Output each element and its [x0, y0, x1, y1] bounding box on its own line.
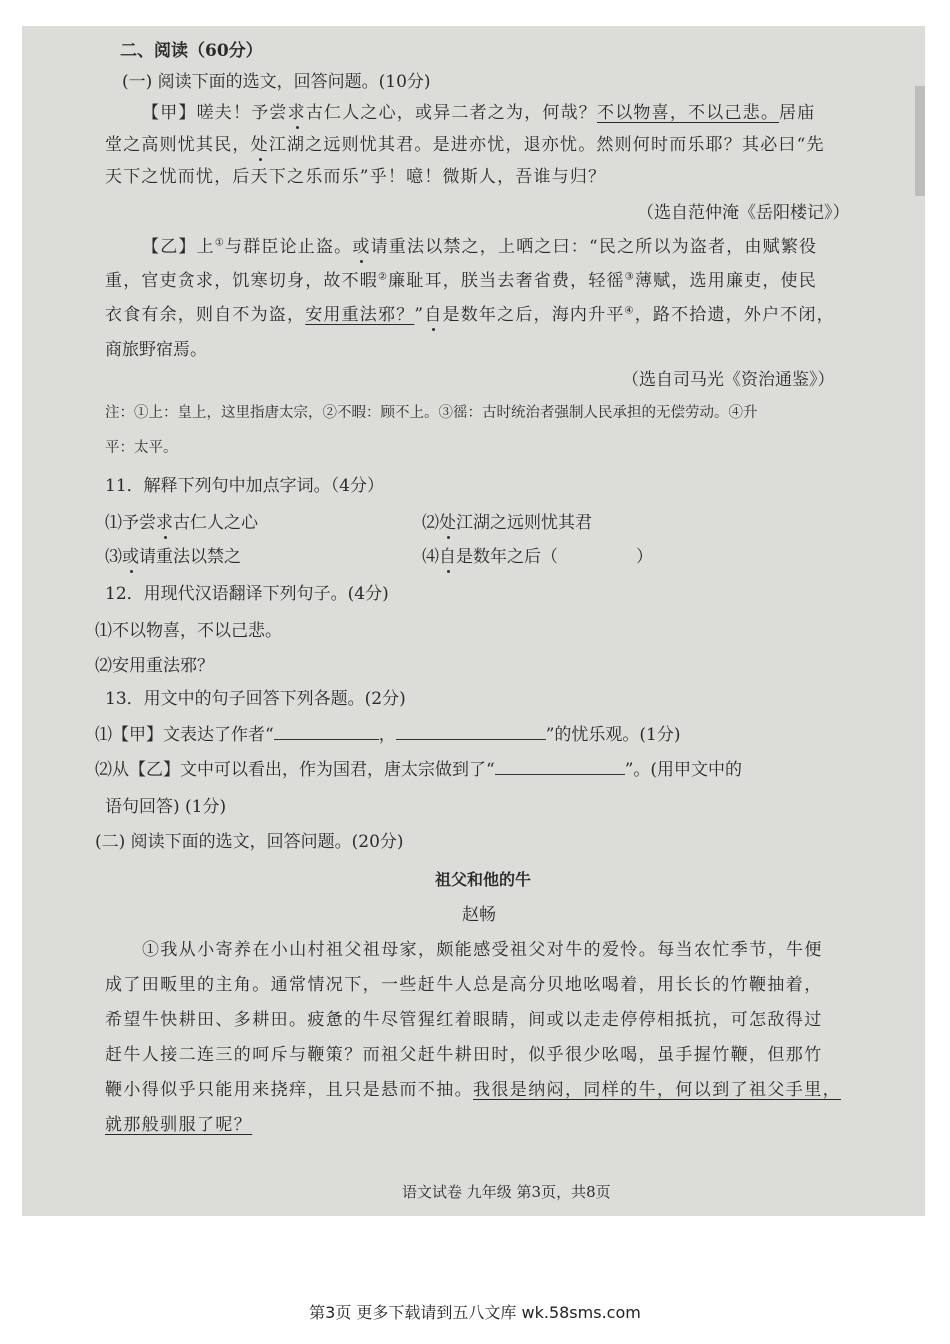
article-title: 祖父和他的牛: [435, 870, 532, 889]
q11-item-4: ⑷自是数年之后（ ）: [422, 547, 653, 567]
jia-line-1: 【甲】嗟夫！予尝求古仁人之心，或异二者之为，何哉？不以物喜，不以己悲。居庙: [142, 103, 816, 123]
jia-source: （选自范仲淹《岳阳楼记》）: [637, 203, 850, 223]
underlined-sentence: 安用重法邪？: [305, 305, 415, 325]
yi-line-1: 【乙】上①与群臣论止盗。或请重法以禁之，上哂之曰：“民之所以为盗者，由赋繁役: [142, 237, 818, 257]
yi-line-4: 商旅野宿焉。: [105, 340, 207, 360]
part1-heading: (一) 阅读下面的选文，回答问题。(10分): [122, 72, 431, 92]
q12-stem: 12．用现代汉语翻译下列句子。(4分): [105, 584, 389, 604]
dotted-char: 或: [352, 237, 371, 257]
part2-heading: (二) 阅读下面的选文，回答问题。(20分): [95, 832, 404, 852]
article-author: 赵畅: [462, 905, 496, 925]
underlined-sentence: 不以物喜，不以己悲。: [597, 103, 780, 123]
answer-blank[interactable]: [274, 723, 379, 740]
q11-item-2: ⑵处江湖之远则忧其君: [422, 513, 592, 533]
article-line-2: 成了田畈里的主角。通常情况下，一些赶牛人总是高分贝地吆喝着，用长长的竹鞭抽着，: [105, 975, 823, 995]
article-line-6: 就那般驯服了呢？: [105, 1115, 253, 1135]
page-edge-shadow: [915, 86, 925, 196]
q11-stem: 11．解释下列句中加点字词。（4分）: [105, 476, 384, 496]
q11-item-1: ⑴予尝求古仁人之心: [105, 513, 258, 533]
yi-source: （选自司马光《资治通鉴》）: [622, 370, 835, 390]
page-footer: 语文试卷 九年级 第3页，共8页: [402, 1183, 611, 1201]
section-title: 二、阅读（60分）: [120, 41, 263, 61]
dotted-char: 自: [424, 305, 443, 325]
dotted-char: 求: [287, 103, 306, 123]
article-line-4: 赶牛人接二连三的呵斥与鞭策？而祖父赶牛耕田时，似乎很少吆喝，虽手握竹鞭，但那竹: [105, 1045, 823, 1065]
article-line-3: 希望牛快耕田、多耕田。疲惫的牛尽管猩红着眼睛，间或以走走停停相抵抗，可怎敌得过: [105, 1010, 823, 1030]
notes-line-2: 平：太平。: [105, 440, 178, 456]
underlined-sentence: 我很是纳闷，同样的牛，何以到了祖父手里，: [473, 1080, 841, 1100]
yi-label: 【乙】: [142, 237, 197, 257]
article-line-5: 鞭小得似乎只能用来挠痒，且只是悬而不抽。我很是纳闷，同样的牛，何以到了祖父手里，: [105, 1080, 841, 1100]
exam-page-scan: [22, 26, 925, 1216]
notes-line-1: 注：①上：皇上，这里指唐太宗，②不暇：顾不上。③徭：古时统治者强制人民承担的无偿劳动。④升: [105, 405, 758, 421]
q13-item-1: ⑴【甲】文表达了作者“ ， ”的忧乐观。(1分): [95, 725, 681, 745]
answer-blank[interactable]: [495, 758, 625, 775]
jia-line-2: 堂之高则忧其民，处江湖之远则忧其君。是进亦忧，退亦忧。然则何时而乐耶？其必曰“先: [105, 135, 825, 155]
jia-label: 【甲】: [142, 103, 197, 123]
download-note: 第3页 更多下载请到五八文库 wk.58sms.com: [309, 1303, 641, 1322]
q13-item-2-cont: 语句回答) (1分): [105, 797, 227, 817]
dotted-char: 自: [439, 547, 456, 567]
article-line-1: ①我从小寄养在小山村祖父祖母家，颇能感受祖父对牛的爱怜。每当农忙季节，牛便: [142, 940, 823, 960]
q13-stem: 13．用文中的句子回答下列各题。(2分): [105, 689, 406, 709]
dotted-char: 处: [439, 513, 456, 533]
q12-item-1: ⑴不以物喜，不以己悲。: [95, 621, 282, 641]
jia-line-3: 天下之忧而忧，后天下之乐而乐”乎！噫！微斯人，吾谁与归？: [105, 167, 607, 187]
dotted-char: 或: [122, 547, 139, 567]
q13-item-2: ⑵从【乙】文中可以看出，作为国君，唐太宗做到了“ ”。(用甲文中的: [95, 760, 743, 780]
dotted-char: 处: [250, 135, 269, 155]
q12-item-2: ⑵安用重法邪？: [95, 656, 214, 676]
answer-blank[interactable]: [396, 723, 546, 740]
yi-line-3: 衣食有余，则自不为盗，安用重法邪？”自是数年之后，海内升平④，路不拾遗，外户不闭，: [105, 305, 835, 325]
dotted-char: 求: [156, 513, 173, 533]
q11-item-3: ⑶或请重法以禁之: [105, 547, 241, 567]
yi-line-2: 重，官吏贪求，饥寒切身，故不暇②廉耻耳，朕当去奢省费，轻徭③薄赋，选用廉吏，使民: [105, 271, 817, 291]
